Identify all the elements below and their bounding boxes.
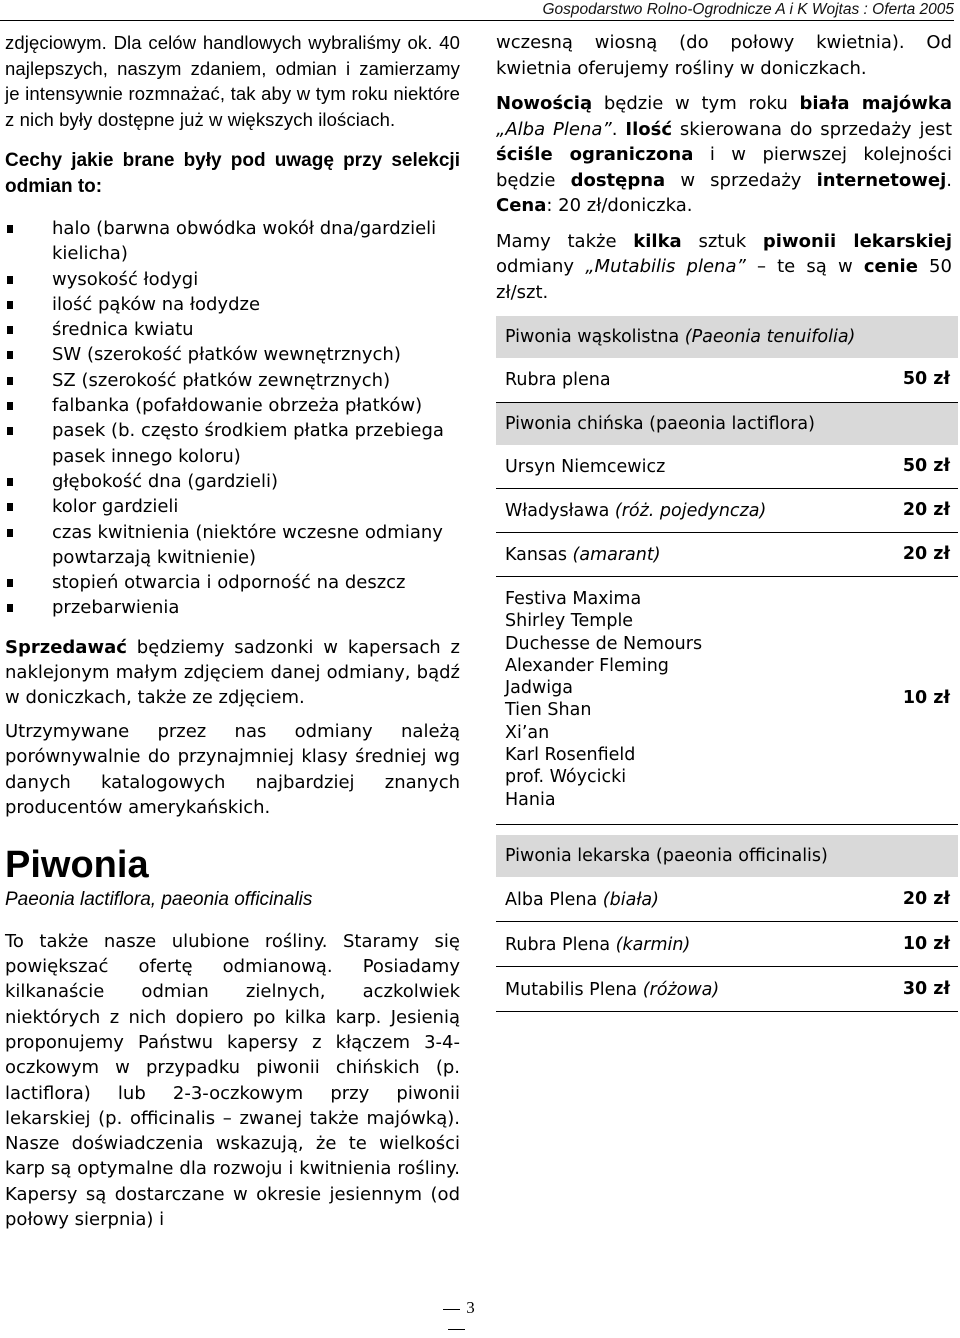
medicinal-price: 50 zł/szt.	[496, 256, 952, 303]
variety-name: Hania	[505, 789, 556, 810]
variety-name-text: Kansas	[505, 545, 573, 565]
list-item: głębokość dna (gardzieli)	[5, 469, 460, 494]
section-title: Piwonia chińska (paeonia lactiflora)	[505, 414, 815, 434]
novelty-variety-name: „Alba Plena”	[496, 118, 612, 140]
section-title: Piwonia lekarska (paeonia officinalis)	[505, 846, 828, 866]
variety-name	[505, 889, 659, 911]
medicinal-text: – te są w	[745, 256, 864, 277]
variety-name-text: Władysława	[505, 501, 615, 521]
table-row-group	[496, 577, 958, 825]
medicinal-paragraph	[496, 229, 952, 306]
novelty-text: .	[946, 169, 953, 191]
variety-price: 20 zł	[902, 889, 950, 909]
list-item: pasek (b. często środkiem płatka przebiega pasek innego koloru)	[5, 418, 460, 469]
variety-name	[505, 500, 766, 522]
page-number	[426, 1298, 486, 1338]
sales-paragraph	[5, 635, 460, 710]
medicinal-text: sztuk	[681, 230, 763, 252]
novelty-text: .	[611, 118, 626, 140]
table-row	[496, 967, 958, 1012]
variety-color: (róż. pojedyncza)	[614, 501, 767, 521]
piwonia-paragraph: To także nasze ulubione rośliny. Staramy się powiększać ofertę odmianową. Posiadamy kilkanaście odmian zielnych, aczkolwiek niektórych z nich dopiero po kilka karp. Jesienią proponujemy Państwu kapersy z kłączem 3-4-oczkowym w przypadku piwonii chińskich (p. lactiflora) lub 2-3-oczkowym przy piwonii lekarskiej (p. officinalis – zwanej także majówką). Nasze doświadczenia wskazują, że te wielkości karp są optymalne dla rozwoju i kwitnienia rośliny. Kapersy są dostarczane w okresie jesiennym (od połowy sierpnia) i	[5, 930, 460, 1231]
section-latin-name: (Paeonia tenuifolia)	[684, 327, 856, 347]
novelty-text: i w pierwszej kolejności będzie	[496, 144, 952, 191]
table-row	[496, 489, 958, 533]
variety-name: Xi’an	[505, 722, 550, 743]
novelty-text: będzie w tym roku	[592, 93, 800, 114]
variety-name-list	[505, 588, 702, 811]
price-table	[496, 316, 958, 1012]
novelty-price-label: Cena	[496, 195, 547, 216]
variety-color: (biała)	[602, 890, 659, 910]
list-item: czas kwitnienia (niektóre wczesne odmiany powtarzają kwitnienie)	[5, 520, 460, 571]
maintained-paragraph: Utrzymywane przez nas odmiany należą porównywalnie do przynajmniej klasy średniej wg danych katalogowych najbardziej znanych producentów amerykańskich.	[5, 720, 460, 819]
variety-name: Jadwiga	[505, 678, 574, 699]
sales-bold: Sprzedawać	[5, 636, 127, 658]
variety-name	[505, 934, 690, 956]
variety-name: Duchesse de Nemours	[505, 633, 703, 654]
variety-price: 20 zł	[902, 544, 950, 564]
continued-paragraph: wczesną wiosną (do połowy kwietnia). Od kwietnia oferujemy rośliny w doniczkach.	[496, 32, 952, 79]
variety-color: (amarant)	[572, 545, 661, 565]
variety-price: 10 zł	[902, 688, 950, 708]
variety-name: prof. Wóycicki	[505, 767, 627, 788]
variety-name: Alexander Fleming	[505, 655, 669, 676]
medicinal-bold: kilka	[633, 230, 682, 252]
list-item: ilość pąków na łodydze	[5, 292, 460, 317]
table-row	[496, 445, 958, 489]
variety-name: Karl Rosenfield	[505, 745, 636, 766]
variety-color: (różowa)	[642, 980, 720, 1000]
variety-price: 50 zł	[902, 456, 950, 476]
list-item: SZ (szerokość płatków zewnętrznych)	[5, 368, 460, 393]
novelty-text: skierowana do sprzedaży jest	[672, 118, 952, 140]
list-item: średnica kwiatu	[5, 317, 460, 342]
page-header: Gospodarstwo Rolno-Ogrodnicze A i K Wojtas : Oferta 2005	[0, 0, 954, 21]
list-item: stopień otwarcia i odporność na deszcz	[5, 570, 460, 595]
variety-name	[505, 544, 661, 566]
sales-text: będziemy sadzonki w kapersach z naklejonym małym zdjęciem danej odmiany, bądź w doniczkach, także ze zdjęciem.	[5, 636, 460, 708]
variety-color: (karmin)	[615, 935, 691, 955]
novelty-paragraph	[496, 91, 952, 219]
novelty-bold: ściśle ograniczona	[496, 144, 694, 165]
variety-price: 50 zł	[902, 369, 950, 389]
list-item: przebarwienia	[5, 595, 460, 620]
novelty-bold: Ilość	[625, 118, 672, 140]
page-number-text: 3	[466, 1298, 475, 1317]
variety-name	[505, 979, 719, 1001]
novelty-bold: dostępna	[570, 169, 666, 191]
left-column	[5, 30, 460, 1232]
variety-name-text: Alba Plena	[505, 890, 603, 910]
list-item: SW (szerokość płatków wewnętrznych)	[5, 342, 460, 367]
features-list	[5, 216, 460, 621]
features-heading: Cechy jakie brane były pod uwagę przy selekcji odmian to:	[5, 150, 460, 197]
piwonia-title: Piwonia	[5, 843, 149, 886]
novelty-bold: internetowej	[816, 169, 947, 191]
section-title: Piwonia wąskolistna	[505, 327, 685, 347]
variety-name-text: Mutabilis Plena	[505, 980, 643, 1000]
novelty-variety-bold: biała majówka	[799, 93, 952, 114]
table-row	[496, 877, 958, 922]
medicinal-bold: piwonii lekarskiej	[762, 230, 952, 252]
table-section-header	[496, 316, 958, 358]
table-section-header	[496, 835, 958, 877]
variety-name: Tien Shan	[505, 700, 592, 721]
variety-name: Ursyn Niemcewicz	[505, 457, 666, 477]
table-row	[496, 533, 958, 577]
piwonia-subtitle: Paeonia lactiflora, paeonia officinalis	[5, 888, 313, 910]
list-item: wysokość łodygi	[5, 267, 460, 292]
medicinal-text: Mamy także	[496, 230, 634, 252]
list-item: kolor gardzieli	[5, 494, 460, 519]
medicinal-bold: cenie	[863, 256, 918, 277]
table-row	[496, 922, 958, 967]
right-column	[496, 30, 952, 1012]
variety-name: Rubra plena	[505, 370, 611, 390]
variety-price: 30 zł	[902, 979, 950, 999]
variety-price: 20 zł	[902, 500, 950, 520]
variety-price: 10 zł	[902, 934, 950, 954]
list-item: halo (barwna obwódka wokół dna/gardzieli kielicha)	[5, 216, 460, 267]
variety-name-text: Rubra Plena	[505, 935, 616, 955]
list-item: falbanka (pofałdowanie obrzeża płatków)	[5, 393, 460, 418]
medicinal-text: odmiany	[496, 256, 586, 277]
novelty-price: : 20 zł/doniczka.	[546, 195, 693, 216]
medicinal-variety: „Mutabilis plena”	[585, 256, 746, 277]
novelty-bold: Nowością	[496, 93, 593, 114]
table-row	[496, 358, 958, 403]
variety-name: Shirley Temple	[505, 611, 634, 632]
intro-paragraph: zdjęciowym. Dla celów handlowych wybraliśmy ok. 40 najlepszych, naszym zdaniem, odmian i zamierzamy je intensywnie rozmnażać, tak aby w tym roku niektóre z nich były dostępne już w większych ilościach.	[5, 32, 460, 130]
table-section-header	[496, 403, 958, 445]
novelty-text: w sprzedaży	[665, 169, 817, 191]
variety-name: Festiva Maxima	[505, 589, 642, 609]
